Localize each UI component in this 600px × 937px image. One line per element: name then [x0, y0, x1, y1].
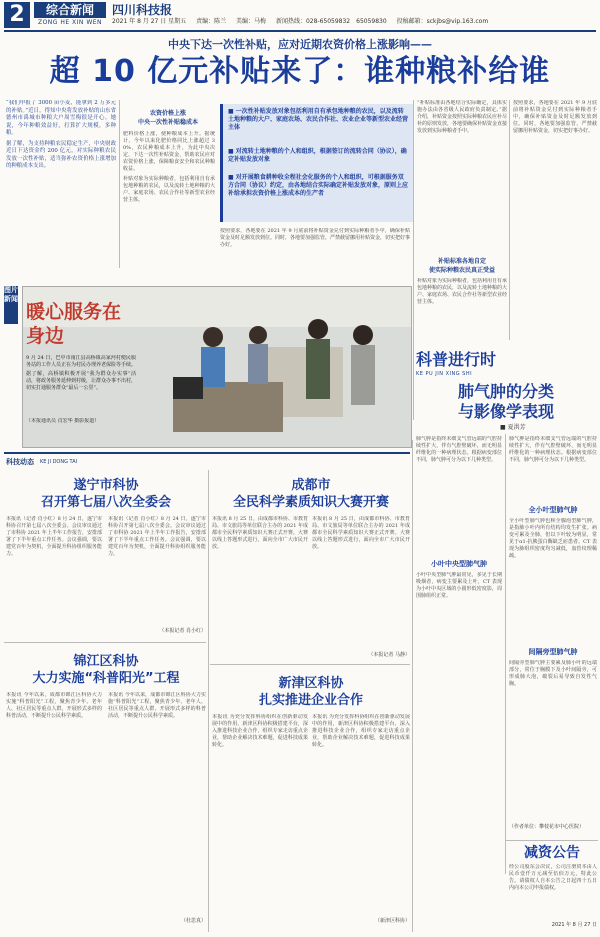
- story-divider: [4, 642, 206, 643]
- science-sub-2: 间隔旁型肺气肿: [528, 648, 578, 656]
- story3-credit: （本报记者 马静）: [368, 652, 410, 658]
- photo-caption-text: [26, 355, 136, 415]
- science-text-2: 间隔旁型肺气肿主要累及肺小叶的远端部分，常位于胸膜下及小叶间隔旁，可形成肺大泡，破裂后易导致自发性气胸。: [509, 660, 597, 687]
- story2-credit: （杜思真）: [180, 918, 206, 924]
- story2-subtitle: 大力实施“科普阳光”工程: [32, 671, 180, 686]
- art-editor: 美编：马梅: [236, 18, 267, 25]
- newspaper-brand: 四川科技报: [112, 3, 173, 17]
- science-footer: （作者单位：攀枝花市中心医院）: [509, 824, 585, 830]
- key-point-1: ■ 一次性补贴发放对象包括利用自有承包地种粮的农民，以及流转土地种粮的大户、家庭农场、农民合作社、农业企业等新型农业经营主体: [228, 108, 409, 131]
- col-divider: [413, 100, 414, 420]
- col-divider: [505, 434, 506, 874]
- story4-title: 新津区科协: [278, 676, 344, 691]
- story3-subtitle: 全民科学素质知识大赛开赛: [232, 495, 389, 510]
- key-point-2-text: 对流转土地种粮的个人和组织，根据签订的流转合同（协议），确定补贴发放对象: [228, 148, 407, 163]
- submission-email: 投稿邮箱：sckjbs@vip.163.com: [396, 18, 489, 25]
- photo-caption-para-2: 据了解，高桥镇积极开展“我为群众办实事”活动，将政务服务延伸到村级，让群众办事不出村，切实打通服务群众“最后一公里”。: [26, 371, 136, 391]
- story2-text-b: 本报讯 今年以来，成都市锦江区科协大力实施“科普阳光”工程，聚焦青少年、老年人、社区居民等重点人群，开展形式多样的科普活动，不断提升公民科学素质。: [108, 692, 206, 719]
- lead-col-2: [123, 131, 215, 266]
- story4-subtitle: 扎实推进企业合作: [258, 693, 363, 708]
- science-sub-1: 全小叶型肺气肿: [528, 506, 578, 514]
- lead-col-3: 按照要求，各地要在 2021 年 9 月底前将补贴资金兑付到实际种粮者手中，确保补贴资金及时足额发放到位。同时，各地要加强监管，严禁截留挪用补贴资金，切实把好事办好。: [220, 228, 410, 248]
- science-author: ■ 夏洪芳: [500, 424, 526, 431]
- dynamics-pinyin: KE JI DONG TAI: [40, 459, 78, 465]
- lead-subhead-1: 农资价格上涨: [149, 110, 186, 117]
- ad-text: 经公司股东会决议，公司注册资本由人民币壹仟万元减至伍佰万元，特此公告。请债权人自本公告之日起四十五日内向本公司申报债权。: [509, 864, 597, 891]
- key-point-3: ■ 对开展粮食耕种收全程社会化服务的个人和组织，可根据服务双方合同（协议）约定，由各地结合实际确定补贴发放对象，原则上应补给承担农资价格上涨成本的生产者: [228, 174, 409, 197]
- section-title: 综合新闻: [34, 2, 106, 18]
- lead-para-2: 据了解，为支持种粮农民稳定生产，中央财政近日下达资金约 200 亿元，对实际种粮农民发放一次性补贴，适当弥补农资价格上涨增加的种粮成本支出。: [6, 140, 116, 169]
- story1-text-a: 本报讯（记者 肖小红）8 月 24 日，遂宁市科协召开第七届八次全委会。会议审议通过了市科协 2021 年上半年工作报告，安排部署了下半年重点工作任务。会议强调，要以建党百年为契机，全面提升科协组织服务能力。: [6, 516, 102, 557]
- masthead-rule: [4, 30, 596, 32]
- ad-date: 2021 年 8 月 27 日: [551, 922, 597, 928]
- ad-title: 减资公告: [524, 845, 580, 861]
- story3-text-a: 本报讯 8 月 25 日，由成都市科协、市教育局、市文旅局等单位联合主办的 2021 年成都市全民科学素质知识大赛正式开赛。大赛以线上答题形式进行，面向全市广大市民开放。: [212, 516, 308, 550]
- story3-text-b: 本报讯 8 月 25 日，由成都市科协、市教育局、市文旅局等单位联合主办的 2021 年成都市全民科学素质知识大赛正式开赛。大赛以线上答题形式进行，面向全市广大市民开放。: [312, 516, 410, 550]
- issue-date: 2021 年 8 月 27 日 星期五: [112, 18, 187, 25]
- news-hotline: 新闻热线：028-65059832 65059830: [275, 18, 387, 25]
- science-title-2: 与影像学表现: [457, 402, 554, 421]
- science-text-1: 全小叶型肺气肿也称全腺泡型肺气肿，是指肺小叶内所有结构均发生扩张。病变可累及全肺，但以下叶较为明显，常见于α1-抗胰蛋白酶缺乏症患者。CT 表现为肺组织密度均匀减低，血管纹理稀疏。: [509, 518, 597, 559]
- story-divider: [210, 664, 410, 665]
- science-title-1: 肺气肿的分类: [457, 382, 554, 401]
- photo-caption-title: 暖心服务在身边: [26, 301, 122, 347]
- ad-divider: [506, 840, 598, 841]
- lead-para-1: “我们申报了 3000 亩小麦，能拿到 2 万多元的补贴。”近日，得知中央将发放补贴的山东省德州市禹城市种粮大户周雪梅很是开心。她说，今年种粮效益好，打算扩大规模，多种粮。: [6, 100, 116, 136]
- story1-text-b: 本报讯（记者 肖小红）8 月 24 日，遂宁市科协召开第七届八次全委会。会议审议通过了市科协 2021 年上半年工作报告，安排部署了下半年重点工作任务。会议强调，要以建党百年为契机，全面提升科协组织服务能力。: [108, 516, 206, 557]
- science-sub-3: 小叶中央型肺气肿: [431, 560, 487, 568]
- dynamics-label: 科技动态: [6, 458, 34, 466]
- story1-subtitle: 召开第七届八次全委会: [40, 495, 171, 510]
- photo-caption-para-1: 9 月 24 日，巴中市南江县高桥镇高家河村便民服务站的工作人员正在为村民办理养老保险等手续。: [26, 355, 136, 368]
- lead-subhead-2: 中央一次性补贴稳成本: [137, 119, 198, 126]
- lead-para-4: 补贴对象为实际种粮者，包括利用自有承包地种粮的农民，以及流转土地种粮的大户、家庭农场、农民合作社等新型农业经营主体。: [123, 176, 215, 203]
- key-point-2: ■ 对流转土地种粮的个人和组织，根据签订的流转合同（协议），确定补贴发放对象: [228, 148, 407, 163]
- story2-text-a: 本报讯 今年以来，成都市锦江区科协大力实施“科普阳光”工程，聚焦青少年、老年人、社区居民等重点人群，开展形式多样的科普活动，不断提升公民科学素质。: [6, 692, 102, 719]
- lead-para-3: 肥料价格上涨，使种粮成本上升。据统计，今年以来化肥价格同比上涨超过 30%，农民种粮成本上升，为此中央决定，下达一次性补贴资金，帮助农民应对农资价格上涨，保障粮食安全和农民种粮收益。: [123, 131, 215, 172]
- col-divider: [119, 100, 120, 268]
- story4-text-a: 本报讯 为充分发挥科协组织在创新驱动发展中的作用，新津区科协积极搭建平台，深入推进科技企业合作，组织专家走访重点企业，帮助企业解决技术难题，促进科技成果转化。: [212, 714, 308, 748]
- story3-title: 成都市: [291, 478, 331, 493]
- dynamics-rule: [4, 452, 410, 454]
- science-text-3: 小叶中央型肺气肿最常见，多见于长期吸烟者，病变主要累及上叶，CT 表现为小叶中央区域的小圆形低密度影，周围肺组织正常。: [416, 572, 502, 599]
- science-tag: 科普进行时: [416, 350, 497, 369]
- story4-text-b: 本报讯 为充分发挥科协组织在创新驱动发展中的作用，新津区科协积极搭建平台，深入推进科技企业合作，组织专家走访重点企业，帮助企业解决技术难题，促进科技成果转化。: [312, 714, 410, 748]
- lead-col-4b: 补贴对象为实际种粮者，包括利用自有承包地种粮的农民，以及流转土地种粮的大户、家庭农场、农民合作社等新型农业经营主体。: [417, 278, 507, 305]
- lead-kicker: 中央下达一次性补贴，应对近期农资价格上涨影响——: [168, 38, 432, 51]
- key-points-box: [220, 104, 413, 222]
- science-tag-pinyin: KE PU JIN XING SHI: [416, 371, 473, 377]
- story1-credit: （本报记者 肖小红）: [159, 628, 206, 634]
- lead-col-4: “补贴标准由各地结合实际确定，具体实施办法由各省级人民政府负责制定。”据介绍，补贴资金按照实际种粮农民应补尽补的原则发放，各地要确保补贴资金直接发放到实际种粮者手中。: [417, 100, 507, 134]
- side-subhead-2: 使实际种粮农民真正受益: [428, 267, 495, 274]
- lead-col-1: [6, 100, 116, 270]
- story2-title: 锦江区科协: [73, 654, 139, 669]
- key-point-1-text: 一次性补贴发放对象包括利用自有承包地种粮的农民，以及流转土地种粮的大户、家庭农场、农民合作社、农业企业等新型农业经营主体: [228, 108, 409, 131]
- lead-headline: 超 10 亿元补贴来了：谁种粮补给谁: [49, 54, 551, 89]
- col-divider: [208, 470, 209, 932]
- masthead-info: [112, 18, 592, 26]
- side-subhead-1: 补贴标准各地自定: [437, 258, 486, 265]
- story4-credit: （新津区科协）: [374, 918, 410, 924]
- photo-credit: （本报通讯员 肖宏华 摄影报道）: [26, 418, 100, 424]
- editor: 责编：陈兰: [196, 18, 227, 25]
- photo-news-tag: 图片新闻: [4, 286, 18, 324]
- science-col-b: 肺气肿是指终末细支气管远端的气腔持续性扩大，伴有气腔壁破坏，而无明显纤维化的一种病理状态。根据病变部位不同，肺气肿可分为以下几种类型。: [509, 436, 597, 463]
- science-intro: 肺气肿是指终末细支气管远端的气腔持续性扩大，伴有气腔壁破坏，而无明显纤维化的一种病理状态。根据病变部位不同，肺气肿可分为以下几种类型。: [416, 436, 502, 463]
- col-divider: [509, 100, 510, 340]
- col-divider: [412, 440, 413, 932]
- story1-title: 遂宁市科协: [73, 478, 139, 493]
- lead-col-5: 按照要求，各地要在 2021 年 9 月底前将补贴资金兑付到实际种粮者手中，确保补贴资金及时足额发放到位。同时，各地要加强监管，严禁截留挪用补贴资金，切实把好事办好。: [513, 100, 597, 134]
- key-point-3-text: 对开展粮食耕种收全程社会化服务的个人和组织，可根据服务双方合同（协议）约定，由各地结合实际确定补贴发放对象，原则上应补给承担农资价格上涨成本的生产者: [228, 174, 409, 197]
- page-number: 2: [4, 2, 30, 28]
- section-pinyin: ZONG HE XIN WEN: [37, 19, 103, 26]
